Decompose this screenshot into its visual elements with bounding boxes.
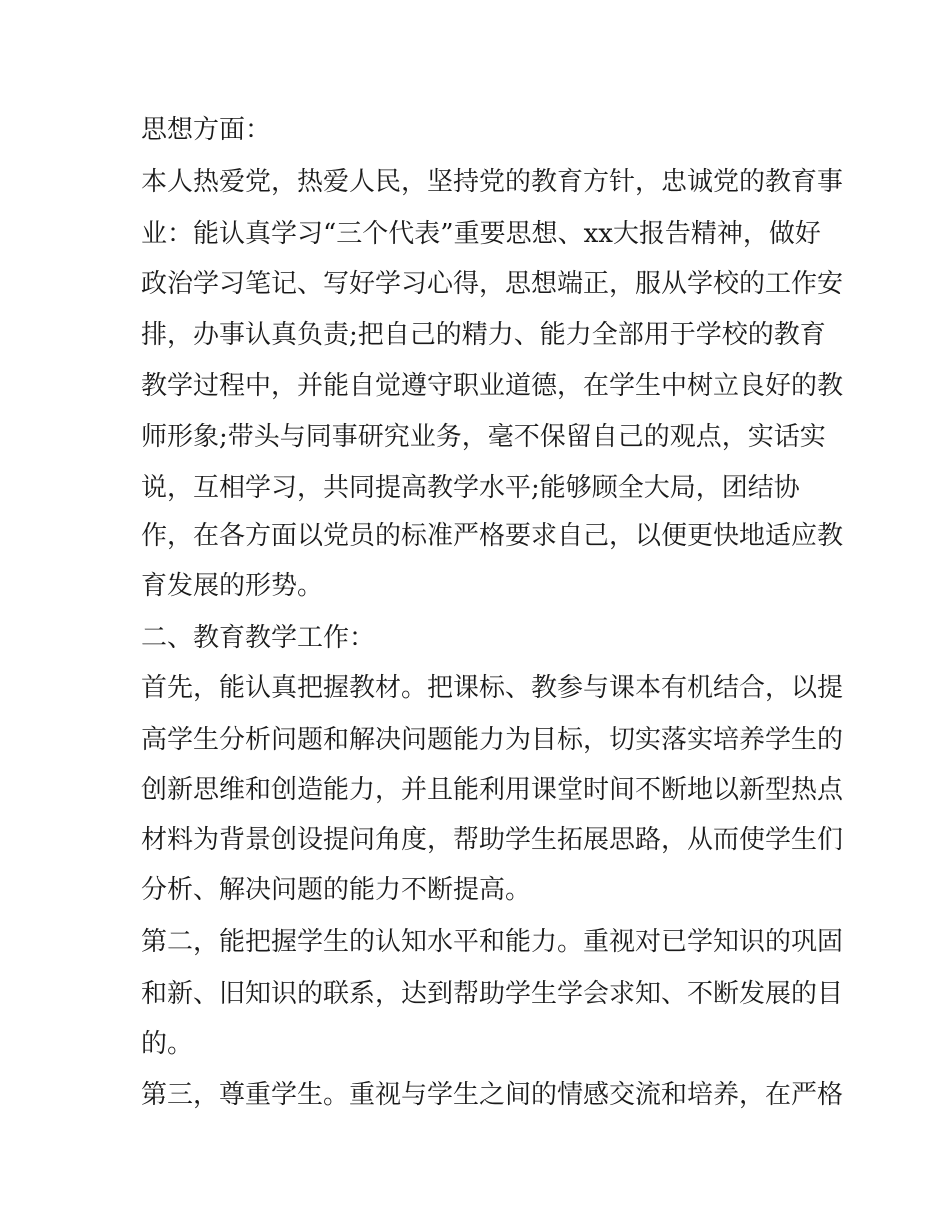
paragraph-line: 本人热爱党，热爱人民，坚持党的教育方针，忠诚党的教育事 (141, 167, 844, 197)
section-heading-teaching: 二、教育教学工作： (141, 623, 376, 653)
paragraph-line: 创新思维和创造能力，并且能利用课堂时间不断地以新型热点 (141, 775, 844, 805)
paragraph-line: 高学生分析问题和解决问题能力为目标，切实落实培养学生的 (141, 725, 844, 755)
paragraph-line: 政治学习笔记、写好学习心得，思想端正，服从学校的工作安 (141, 269, 844, 299)
paragraph-line: 首先，能认真把握教材。把课标、教参与课本有机结合，以提 (141, 673, 844, 703)
paragraph-line: 分析、解决问题的能力不断提高。 (141, 875, 532, 905)
paragraph-line: 排，办事认真负责;把自己的精力、能力全部用于学校的教育 (141, 320, 826, 350)
paragraph-line: 教学过程中，并能自觉遵守职业道德，在学生中树立良好的教 (141, 371, 844, 401)
paragraph-line: 业：能认真学习“三个代表”重要思想、xx大报告精神，做好 (141, 219, 821, 249)
paragraph-line: 第二，能把握学生的认知水平和能力。重视对已学知识的巩固 (141, 927, 844, 957)
paragraph-line: 育发展的形势。 (141, 571, 324, 601)
section-heading-ideology: 思想方面： (141, 115, 272, 145)
paragraph-line: 说，互相学习，共同提高教学水平;能够顾全大局，团结协 (141, 473, 800, 503)
paragraph-line: 和新、旧知识的联系，达到帮助学生学会求知、不断发展的目 (141, 979, 844, 1009)
paragraph-line: 第三，尊重学生。重视与学生之间的情感交流和培养，在严格 (141, 1080, 844, 1110)
paragraph-line: 师形象;带头与同事研究业务，毫不保留自己的观点，实话实 (141, 422, 826, 452)
paragraph-line: 材料为背景创设提问角度，帮助学生拓展思路，从而使学生们 (141, 825, 844, 855)
paragraph-line: 的。 (141, 1029, 194, 1059)
paragraph-line: 作，在各方面以党员的标准严格要求自己，以便更快地适应教 (141, 521, 844, 551)
